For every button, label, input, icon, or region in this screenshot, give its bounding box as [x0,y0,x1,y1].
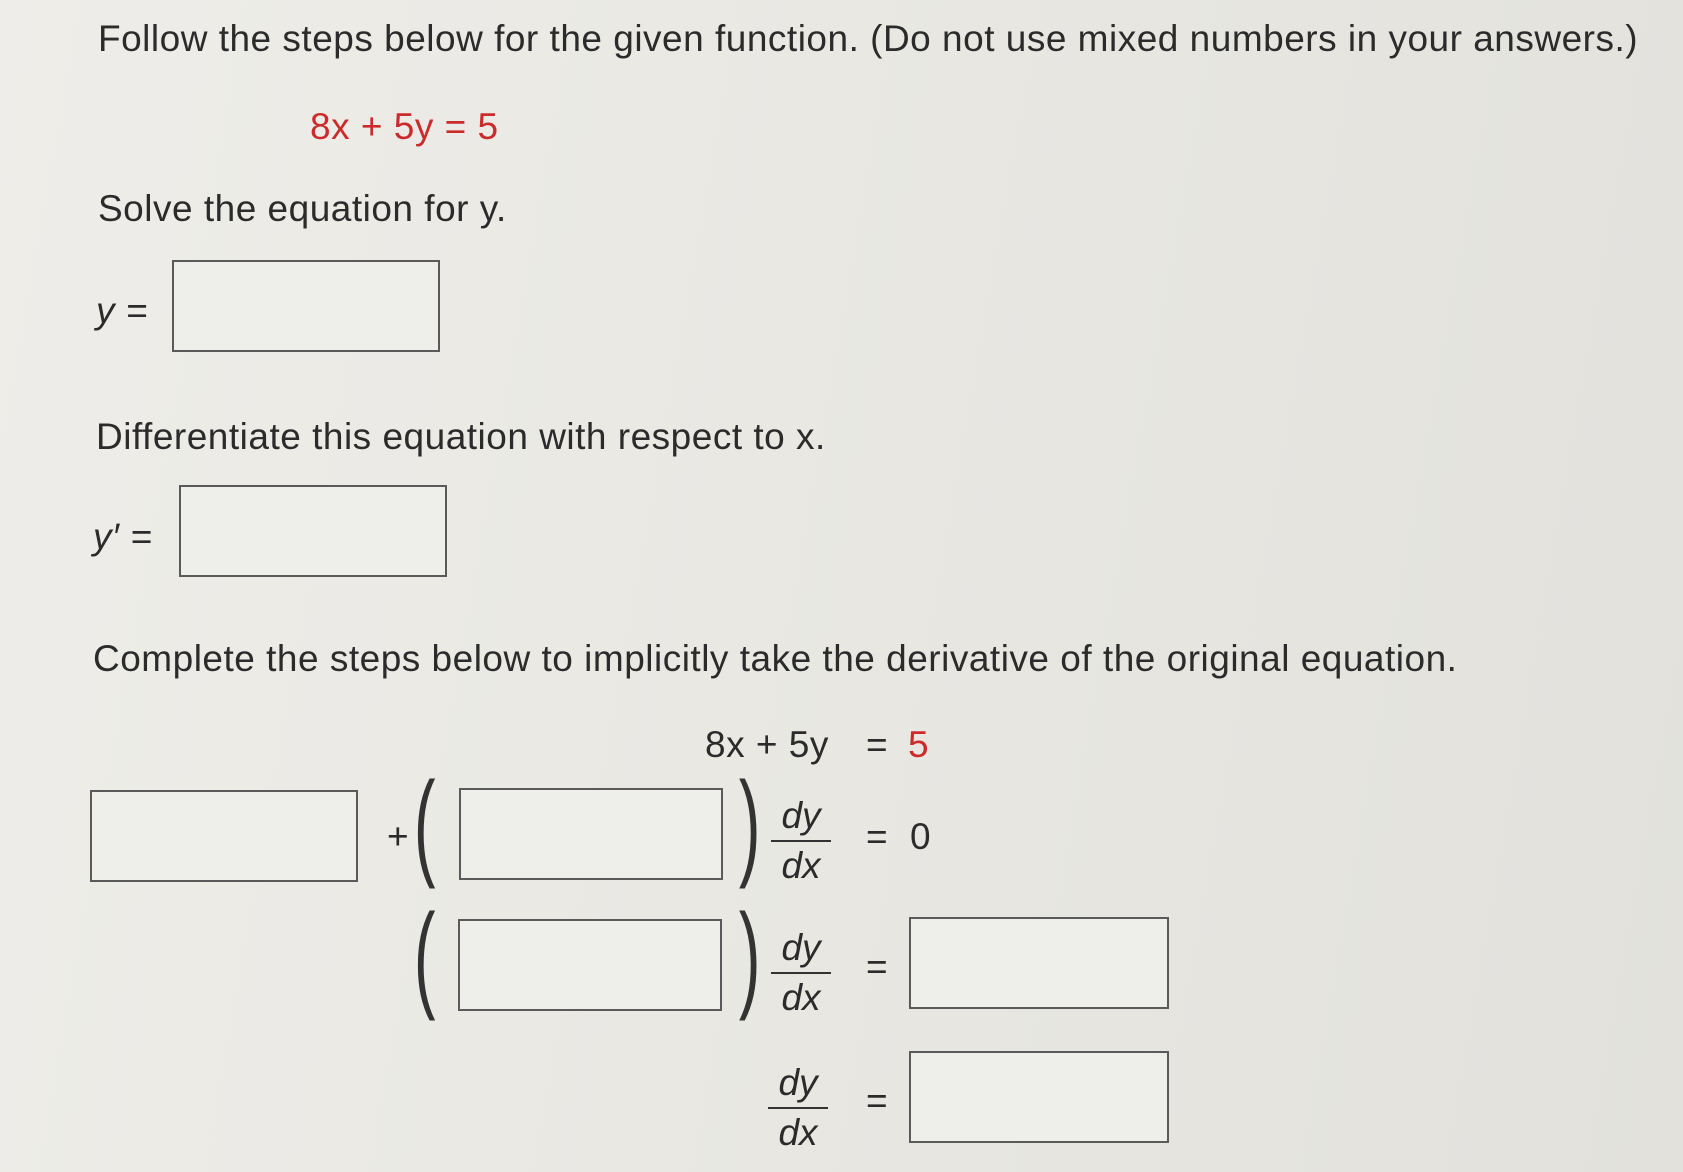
step1-label: y = [96,290,148,331]
implicit-coefficient-input[interactable] [459,788,723,880]
left-paren-row2: ( [413,890,436,1022]
left-paren-row1: ( [413,758,436,890]
zero-value: 0 [910,816,932,857]
dy-numerator: dy [781,795,821,836]
dy-dx-fraction-row1 [771,795,831,887]
right-paren-row1: ) [738,758,761,890]
right-paren-row2: ) [738,890,761,1022]
step3-prompt: Complete the steps below to implicitly take the derivative of the original equation. [93,638,1458,679]
equals-row1: = [866,816,889,857]
dy-dx-fraction-row2 [771,927,831,1019]
fraction-bar [771,972,831,974]
implicit-equation-lhs: 8x + 5y [705,724,829,765]
y-prime-answer-input[interactable] [179,485,447,577]
implicit-equation-rhs: 5 [908,724,930,765]
fraction-bar [768,1107,828,1109]
dy-dx-coefficient-input[interactable] [458,919,722,1011]
rhs-row2-input[interactable] [909,917,1169,1009]
dy-dx-answer-input[interactable] [909,1051,1169,1143]
dx-denominator: dx [781,845,821,886]
dy-dx-fraction-row3 [768,1062,828,1154]
plus-sign: + [387,816,410,857]
equals-row2: = [866,946,889,987]
dy-numerator: dy [781,927,821,968]
fraction-bar [771,840,831,842]
implicit-term1-input[interactable] [90,790,358,882]
equals-row3: = [866,1080,889,1121]
dx-denominator: dx [778,1112,818,1153]
step1-prompt: Solve the equation for y. [98,188,507,229]
implicit-equation-eq: = [866,724,889,765]
y-answer-input[interactable] [172,260,440,352]
instruction-text: Follow the steps below for the given function. (Do not use mixed numbers in your answers.) [98,18,1639,59]
given-equation: 8x + 5y = 5 [310,106,499,147]
step2-label: y′ = [93,516,153,557]
dx-denominator: dx [781,977,821,1018]
dy-numerator: dy [778,1062,818,1103]
step2-prompt: Differentiate this equation with respect to x. [96,416,826,457]
